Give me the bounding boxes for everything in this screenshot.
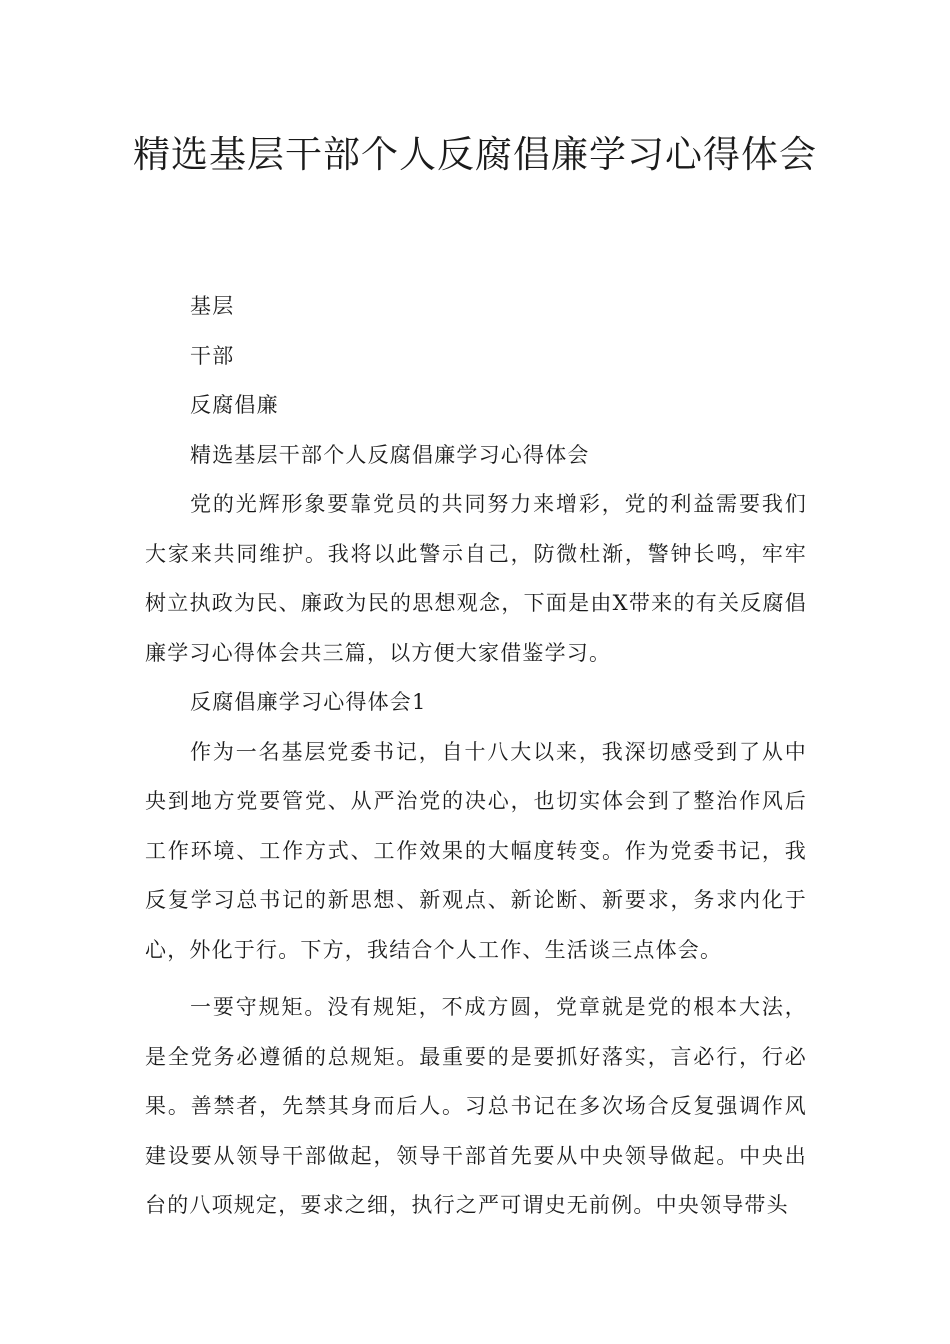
keyword-line: 反腐倡廉 — [190, 393, 279, 417]
body-paragraph: 党的光辉形象要靠党员的共同努力来增彩，党的利益需要我们大家来共同维护。我将以此警示自己，防微杜渐，警钟长鸣，牢牢树立执政为民、廉政为民的思想观念，下面是由X带来的有关反腐倡廉学习心得体会共三篇，以方便大家借鉴学习。 — [145, 492, 807, 665]
body-paragraph: 作为一名基层党委书记，自十八大以来，我深切感受到了从中央到地方党要管党、从严治党的决心，也切实体会到了整治作风后工作环境、工作方式、工作效果的大幅度转变。作为党委书记，我反复学习总书记的新思想、新观点、新论断、新要求，务求内化于心，外化于行。下方，我结合个人工作、生活谈三点体会。 — [145, 739, 807, 962]
section-subtitle: 精选基层干部个人反腐倡廉学习心得体会 — [190, 442, 590, 467]
body-paragraph: 一要守规矩。没有规矩，不成方圆，党章就是党的根本大法，是全党务必遵循的总规矩。最重要的是要抓好落实，言必行，行必果。善禁者，先禁其身而后人。习总书记在多次场合反复强调作风建设要从领导干部做起，领导干部首先要从中央领导做起。中央出台的八项规定，要求之细，执行之严可谓史无前例。中央领导带头 — [145, 995, 807, 1217]
document-body — [145, 282, 807, 1231]
document-title: 精选基层干部个人反腐倡廉学习心得体会 — [133, 133, 817, 176]
section-heading: 反腐倡廉学习心得体会1 — [190, 690, 427, 714]
keyword-line: 基层 — [190, 294, 235, 318]
paragraph-gap — [145, 975, 807, 983]
keyword-line: 干部 — [190, 343, 235, 368]
